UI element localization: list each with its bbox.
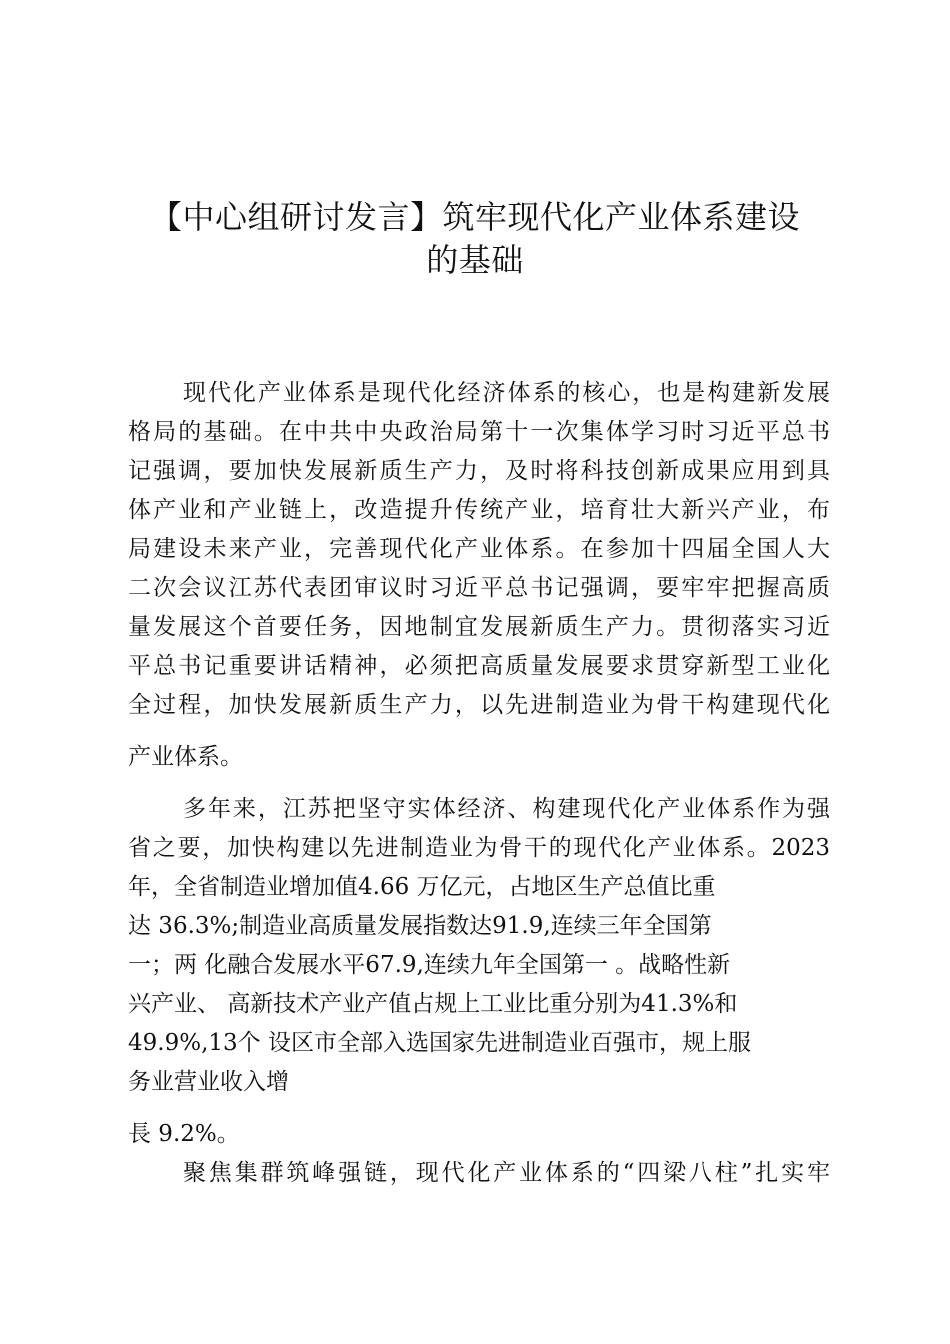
paragraph-line: 格局的基础。在中共中央政治局第十一次集体学习时习近平总书 — [128, 419, 830, 445]
paragraph-line: 49.9%,13个 设区市全部入选国家先进制造业百强市，规上服 — [128, 1030, 751, 1056]
paragraph-line: 兴产业、 高新技术产业产值占规上工业比重分别为41.3%和 — [128, 991, 738, 1017]
paragraph-line: 现代化产业体系是现代化经济体系的核心，也是构建新发展 — [183, 380, 830, 406]
paragraph-2 — [128, 790, 830, 1154]
paragraph-line: 达 36.3%;制造业高质量发展指数达91.9,连续三年全国第 — [128, 913, 712, 939]
document-title — [120, 196, 830, 282]
paragraph-line: 产业体系。 — [128, 744, 243, 770]
paragraph-3 — [128, 1154, 830, 1193]
paragraph-line: 平总书记重要讲话精神，必须把高质量发展要求贯穿新型工业化 — [128, 653, 830, 679]
document-body — [128, 374, 830, 1193]
paragraph-line: 体产业和产业链上，改造提升传统产业，培育壮大新兴产业，布 — [128, 497, 830, 523]
paragraph-line: 長 9.2%。 — [128, 1121, 240, 1147]
paragraph-line: 全过程，加快发展新质生产力，以先进制造业为骨干构建现代化 — [128, 692, 830, 718]
paragraph-line: 聚焦集群筑峰强链，现代化产业体系的“四梁八柱”扎实牢 — [183, 1160, 830, 1186]
paragraph-line: 二次会议江苏代表团审议时习近平总书记强调，要牢牢把握高质 — [128, 575, 830, 601]
paragraph-line: 记强调，要加快发展新质生产力，及时将科技创新成果应用到具 — [128, 458, 830, 484]
title-line-2: 的基础 — [426, 241, 524, 279]
paragraph-line: 务业营业收入增 — [128, 1069, 289, 1095]
title-line-1: 【中心组研讨发言】筑牢现代化产业体系建设 — [149, 198, 800, 236]
paragraph-line: 多年来，江苏把坚守实体经济、构建现代化产业体系作为强 — [183, 796, 830, 822]
paragraph-line: 省之要，加快构建以先进制造业为骨干的现代化产业体系。2023 — [128, 835, 830, 861]
paragraph-line: 年，全省制造业增加值4.66 万亿元，占地区生产总值比重 — [128, 874, 716, 900]
paragraph-line: 局建设未来产业，完善现代化产业体系。在参加十四届全国人大 — [128, 536, 830, 562]
paragraph-1 — [128, 374, 830, 777]
paragraph-line: 量发展这个首要任务，因地制宜发展新质生产力。贯彻落实习近 — [128, 614, 830, 640]
paragraph-line: 一；两 化融合发展水平67.9,连续九年全国第一 。战略性新 — [128, 952, 731, 978]
